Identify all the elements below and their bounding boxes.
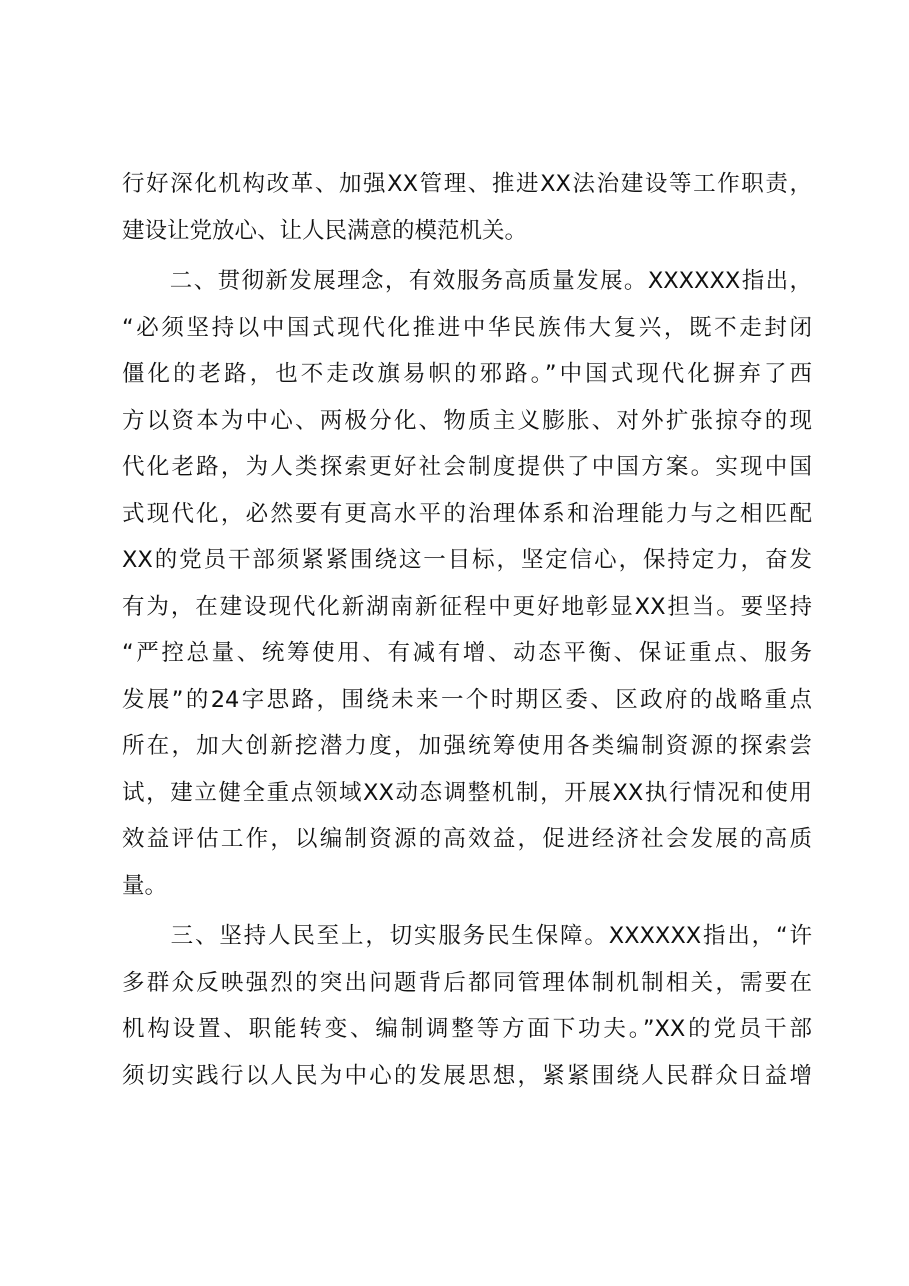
text-line: 多群众反映强烈的突出问题背后都同管理体制机制相关，需要在 bbox=[122, 969, 812, 996]
text-line: “严控总量、统筹使用、有减有增、动态平衡、保证重点、服务 bbox=[122, 640, 812, 666]
text-line: 效益评估工作，以编制资源的高效益，促进经济社会发展的高质 bbox=[122, 826, 812, 852]
paragraph-section-two bbox=[122, 258, 812, 909]
paragraph-section-three bbox=[122, 913, 812, 1099]
paragraph-intro-tail bbox=[122, 161, 812, 254]
body-text bbox=[122, 161, 812, 1099]
text-line: 二、贯彻新发展理念，有效服务高质量发展。XXXXXX指出， bbox=[122, 268, 812, 294]
text-line: 有为，在建设现代化新湖南新征程中更好地彰显XX担当。要坚持 bbox=[122, 593, 812, 620]
text-line: 式现代化，必然要有更高水平的治理体系和治理能力与之相匹配 bbox=[122, 500, 812, 527]
text-line: “必须坚持以中国式现代化推进中华民族伟大复兴，既不走封闭 bbox=[122, 314, 812, 341]
text-line: 行好深化机构改革、加强XX管理、推进XX法治建设等工作职责， bbox=[122, 171, 812, 197]
text-line: 须切实践行以人民为中心的发展思想，紧紧围绕人民群众日益增 bbox=[122, 1062, 812, 1089]
text-line: 量。 bbox=[122, 872, 168, 899]
text-line: 机构设置、职能转变、编制调整等方面下功夫。”XX的党员干部 bbox=[122, 1016, 812, 1042]
text-line: 僵化的老路，也不走改旗易帜的邪路。”中国式现代化摒弃了西 bbox=[122, 361, 812, 387]
text-line: XX的党员干部须紧紧围绕这一目标，坚定信心，保持定力，奋发 bbox=[122, 547, 812, 573]
text-line: 建设让党放心、让人民满意的模范机关。 bbox=[122, 217, 528, 244]
text-line: 发展”的24字思路，围绕未来一个时期区委、区政府的战略重点 bbox=[122, 686, 812, 713]
text-line: 试，建立健全重点领域XX动态调整机制，开展XX执行情况和使用 bbox=[122, 779, 812, 806]
text-line: 方以资本为中心、两极分化、物质主义膨胀、对外扩张掠夺的现 bbox=[122, 407, 812, 434]
text-line: 所在，加大创新挖潜力度，加强统筹使用各类编制资源的探索尝 bbox=[122, 733, 812, 759]
text-line: 代化老路，为人类探索更好社会制度提供了中国方案。实现中国 bbox=[122, 454, 812, 480]
text-line: 三、坚持人民至上，切实服务民生保障。XXXXXX指出，“许 bbox=[122, 923, 812, 949]
